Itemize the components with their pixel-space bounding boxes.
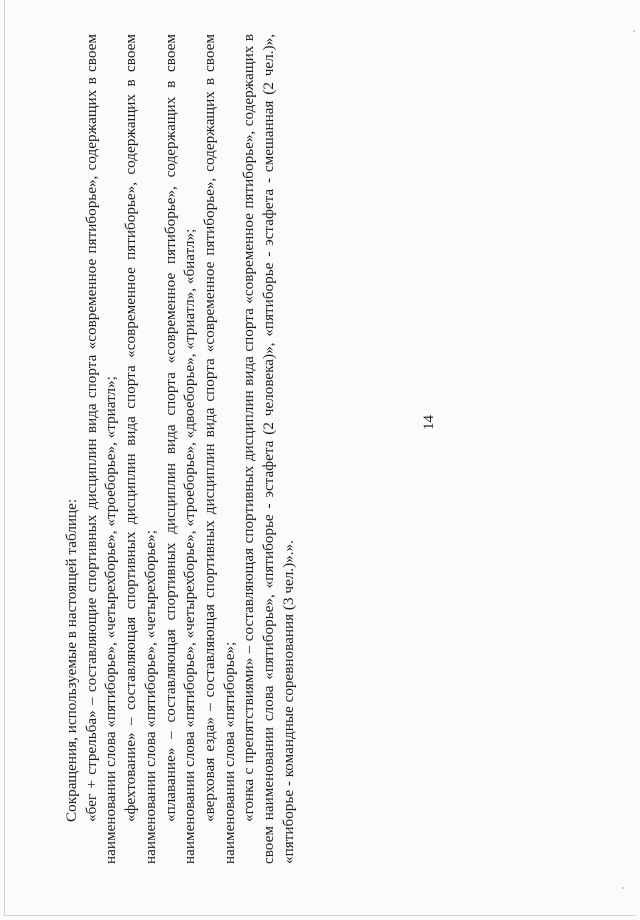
abbreviations-intro: Сокращения, используемые в настоящей таблице: xyxy=(63,498,80,822)
entry-run-shoot: «бег + стрельба» – составляющие спортивных дисциплин вида спорта «современное пятиборье», содержащих в своем наименовании слова «пятиборье», «четырехборье», «троеборье», «триатл»; xyxy=(82,34,120,864)
rotated-text-block xyxy=(62,34,298,864)
entry-fencing: «фехтование» – составляющая спортивных дисциплин вида спорта «современное пятиборье», содержащих в своем наименовании слова «пятиборье», «четырехборье»; xyxy=(122,34,159,864)
scan-speck xyxy=(633,30,635,32)
entry-swimming: «плавание» – составляющая спортивных дисциплин вида спорта «современное пятиборье», содержащих в своем наименовании слова «пятиборье», «четырехборье», «троеборье», «двоеборье», «триатл», «биатл»; xyxy=(161,34,199,864)
entry-riding: «верховая езда» – составляющая спортивных дисциплин вида спорта «современное пятиборье», содержащих в своем наименовании слова «пятиборье»; xyxy=(200,34,238,864)
page-number: 14 xyxy=(421,415,437,430)
entry-obstacle-race: «гонка с препятствиями» – составляющая спортивных дисциплин вида спорта «современное пятиборье», содержащих в своем наименовании слова «пятиборье», «пятиборье - эстафета (2 человека)», «пятиборье - эстафета - смешанная (2 чел.)», «пятиборье - командные соревнования (3 чел.)».». xyxy=(240,34,297,864)
scan-speck xyxy=(622,887,624,889)
